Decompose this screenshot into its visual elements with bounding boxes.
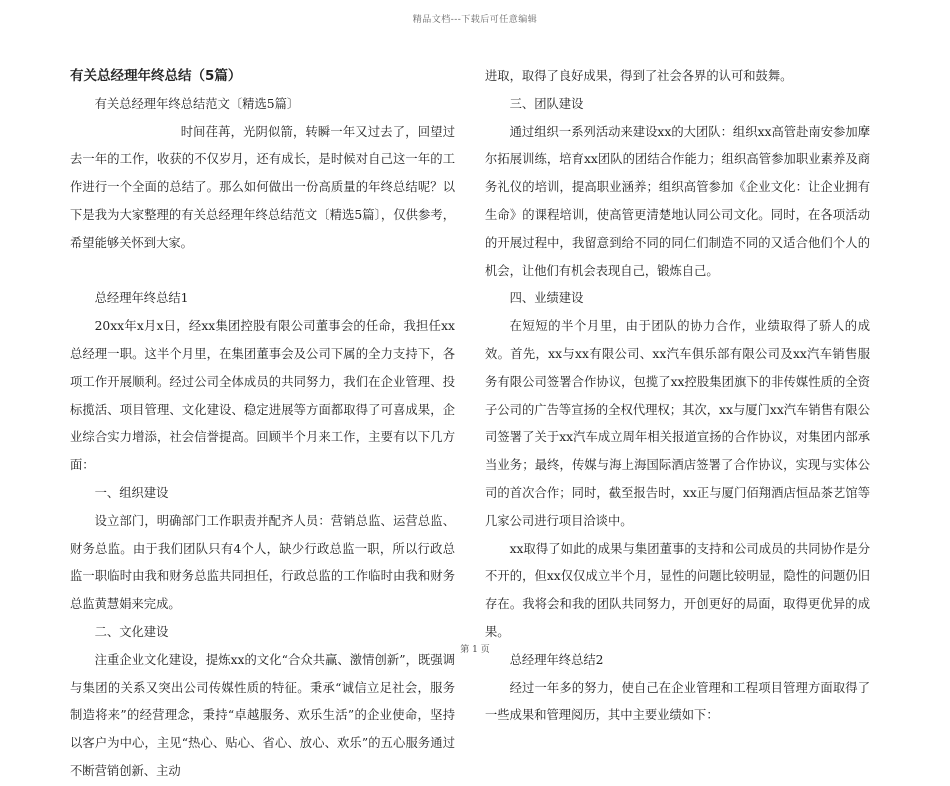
section1-heading: 一、组织建设 — [94, 485, 169, 500]
section3-paragraph: 通过组织一系列活动来建设xx的大团队：组织xx高管赴南安参加摩尔拓展训练，培育xx团队的团结合作能力；组织高管参加职业素养及商务礼仪的培训，提高职业涵养；组织高管参加《企业文化：让企业拥有生命》的课程培训，使高管更清楚地认同公司文化。同时，在各项活动的开展过程中，我留意到给不同的同仁们制造不同的又适合他们个人的机会，让他们有机会表现自己，锻炼自己。 — [485, 124, 870, 278]
closing-paragraph: xx取得了如此的成果与集团董事的支持和公司成员的共同协作是分不开的，但xx仅仅成立半个月，显性的问题比较明显，隐性的问题仍旧存在。我将会和我的团队共同努力，开创更好的局面，取得更优异的成果。 — [485, 541, 870, 639]
summary1-heading: 总经理年终总结1 — [94, 291, 189, 306]
summary1-paragraph: 20xx年x月x日，经xx集团控股有限公司董事会的任命，我担任xx总经理一职。这半个月里，在集团董事会及公司下属的全力支持下，各项工作开展顺利。经过公司全体成员的共同努力，我们在企业管理、投标揽活、项目管理、文化建设、稳定进展等方面都取得了可喜成果，企业综合实力增添，社会信誉提高。回顾半个月来工作，主要有以下几方面： — [70, 319, 455, 473]
document-subtitle: 有关总经理年终总结范文〔精选5篇〕 — [94, 96, 300, 111]
section3-heading: 三、团队建设 — [509, 96, 584, 111]
section1-paragraph: 设立部门，明确部门工作职责并配齐人员：营销总监、运营总监、财务总监。由于我们团队只有4个人，缺少行政总监一职，所以行政总监一职临时由我和财务总监共同担任，行政总监的工作临时由我和财务总监黄慧娟来完成。 — [70, 513, 455, 612]
summary2-heading: 总经理年终总结2 — [509, 652, 604, 667]
page-number: 第 1 页 — [460, 645, 490, 655]
section4-paragraph: 在短短的半个月里，由于团队的协力合作，业绩取得了骄人的成效。首先，xx与xx有限公司、xx汽车俱乐部有限公司及xx汽车销售服务有限公司签署合作协议，包揽了xx控股集团旗下的非传媒性质的全资子公司的广告等宣扬的全权代理权；其次，xx与厦门xx汽车销售有限公司签署了关于xx汽车成立周年相关报道宣扬的合作协议，对集团内部承当业务；最终，传媒与海上海国际酒店签署了合作协议，实现与实体公司的首次合作；同时，截至报告时，xx正与厦门佰翔酒店恒品茶艺馆等几家公司进行项目洽谈中。 — [485, 319, 870, 528]
section2-paragraph: 注重企业文化建设，提炼xx的文化“合众共赢、激情创新”，既强调与集团的关系又突出公司传媒性质的特征。秉承“诚信立足社会，服务制造将来”的经营理念，秉持“卓越服务、欢乐生活”的企业使命，坚持以客户为中心，主见“热心、贴心、省心、放心、欢乐”的五心服务通过不断营销创新、主动 — [70, 652, 455, 778]
spacer — [70, 258, 455, 286]
section2-heading: 二、文化建设 — [94, 624, 169, 639]
right-column — [485, 63, 870, 730]
page-header: 精品文档---下载后可任意编辑 — [412, 15, 538, 25]
document-title: 有关总经理年终总结（5篇） — [70, 68, 242, 84]
left-column — [70, 63, 455, 786]
section4-heading: 四、业绩建设 — [509, 291, 584, 306]
summary2-paragraph: 经过一年多的努力，使自己在企业管理和工程项目管理方面取得了一些成果和管理阅历，其中主要业绩如下： — [485, 680, 870, 723]
continuation-paragraph: 进取，取得了良好成果，得到了社会各界的认可和鼓舞。 — [485, 69, 793, 83]
intro-paragraph: 时间荏苒，光阴似箭，转瞬一年又过去了，回望过去一年的工作，收获的不仅岁月，还有成长，是时候对自己这一年的工作进行一个全面的总结了。那么如何做出一份高质量的年终总结呢？以下是我为大家整理的有关总经理年终总结范文〔精选5篇〕，仅供参考，希望能够关怀到大家。 — [70, 124, 455, 250]
